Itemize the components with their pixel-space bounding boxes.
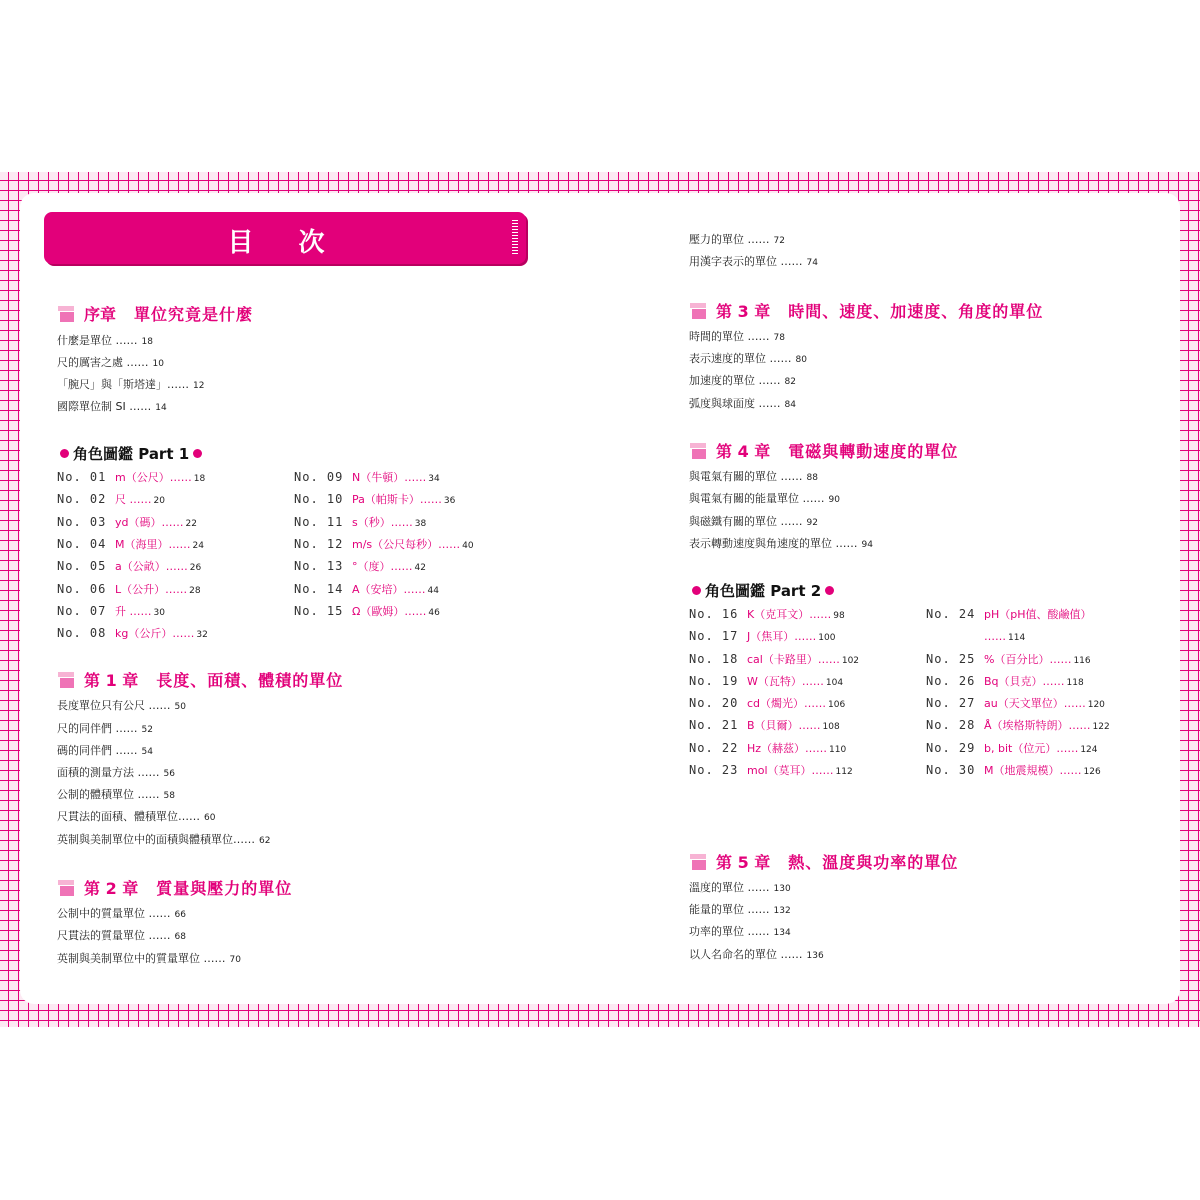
- toc-entry[interactable]: 「腕尺」與「斯塔達」…… 12: [57, 378, 205, 391]
- toc-entry[interactable]: 什麼是單位 …… 18: [57, 334, 153, 347]
- toc-entry[interactable]: 公制的體積單位 …… 58: [57, 788, 175, 801]
- toc-entry[interactable]: 功率的單位 …… 134: [689, 925, 791, 938]
- unit-entry[interactable]: No. 11 s（秒）…… 38: [294, 515, 427, 529]
- book-icon: [58, 880, 74, 896]
- toc-entry[interactable]: 與電氣有關的能量單位 …… 90: [689, 492, 840, 505]
- unit-entry[interactable]: No. 03 yd（碼）…… 22: [57, 515, 197, 529]
- unit-entry-continued[interactable]: …… 114: [984, 630, 1026, 643]
- unit-entry[interactable]: No. 29 b, bit（位元）…… 124: [926, 741, 1098, 755]
- unit-entry[interactable]: No. 13 °（度）…… 42: [294, 559, 426, 573]
- toc-entry[interactable]: 弧度與球面度 …… 84: [689, 397, 796, 410]
- book-icon: [690, 303, 706, 319]
- unit-entry[interactable]: No. 10 Pa（帕斯卡）…… 36: [294, 492, 456, 506]
- unit-entry[interactable]: No. 15 Ω（歐姆）…… 46: [294, 604, 440, 618]
- toc-entry[interactable]: 與磁鐵有關的單位 …… 92: [689, 515, 818, 528]
- chapter5-heading: 第 5 章 熱、溫度與功率的單位: [690, 850, 958, 873]
- unit-entry[interactable]: No. 16 K（克耳文）…… 98: [689, 607, 845, 621]
- chapter1-heading: 第 1 章 長度、面積、體積的單位: [58, 668, 343, 691]
- toc-entry[interactable]: 尺貫法的面積、體積單位…… 60: [57, 810, 216, 823]
- toc-entry[interactable]: 用漢字表示的單位 …… 74: [689, 255, 818, 268]
- toc-entry[interactable]: 尺貫法的質量單位 …… 68: [57, 929, 186, 942]
- unit-entry[interactable]: No. 25 %（百分比）…… 116: [926, 652, 1091, 666]
- unit-entry[interactable]: No. 28 Å（埃格斯特朗）…… 122: [926, 718, 1110, 732]
- unit-entry[interactable]: No. 08 kg（公斤）…… 32: [57, 626, 208, 640]
- toc-entry[interactable]: 長度單位只有公尺 …… 50: [57, 699, 186, 712]
- toc-entry[interactable]: 英制與美制單位中的面積與體積單位…… 62: [57, 833, 271, 846]
- part2-heading: 角色圖鑑 Part 2: [692, 580, 834, 601]
- unit-entry[interactable]: No. 20 cd（燭光）…… 106: [689, 696, 846, 710]
- chapter4-heading: 第 4 章 電磁與轉動速度的單位: [690, 439, 958, 462]
- unit-entry[interactable]: No. 06 L（公升）…… 28: [57, 582, 201, 596]
- dot-icon: [692, 586, 701, 595]
- toc-entry[interactable]: 碼的同伴們 …… 54: [57, 744, 153, 757]
- dot-icon: [193, 449, 202, 458]
- chapter3-heading: 第 3 章 時間、速度、加速度、角度的單位: [690, 299, 1043, 322]
- unit-entry[interactable]: No. 02 尺 …… 20: [57, 492, 165, 506]
- prologue-heading: 序章 單位究竟是什麼: [58, 302, 253, 325]
- unit-entry[interactable]: No. 21 B（貝爾）…… 108: [689, 718, 840, 732]
- unit-entry[interactable]: No. 27 au（天文單位）…… 120: [926, 696, 1105, 710]
- toc-entry[interactable]: 尺的厲害之處 …… 10: [57, 356, 164, 369]
- dot-icon: [825, 586, 834, 595]
- toc-entry[interactable]: 溫度的單位 …… 130: [689, 881, 791, 894]
- unit-entry[interactable]: No. 05 a（公畝）…… 26: [57, 559, 202, 573]
- toc-banner: [44, 212, 526, 264]
- toc-entry[interactable]: 加速度的單位 …… 82: [689, 374, 796, 387]
- unit-entry[interactable]: No. 17 J（焦耳）…… 100: [689, 629, 836, 643]
- unit-entry[interactable]: No. 24 pH（pH值、酸鹼值）: [926, 607, 1092, 621]
- page-title: 目 次: [227, 228, 343, 258]
- unit-entry[interactable]: No. 07 升 …… 30: [57, 604, 165, 618]
- unit-entry[interactable]: No. 09 N（牛頓）…… 34: [294, 470, 440, 484]
- unit-entry[interactable]: No. 04 M（海里）…… 24: [57, 537, 204, 551]
- toc-entry[interactable]: 公制中的質量單位 …… 66: [57, 907, 186, 920]
- toc-entry[interactable]: 英制與美制單位中的質量單位 …… 70: [57, 952, 241, 965]
- unit-entry[interactable]: No. 12 m/s（公尺每秒）…… 40: [294, 537, 474, 551]
- unit-entry[interactable]: No. 19 W（瓦特）…… 104: [689, 674, 844, 688]
- part1-heading: 角色圖鑑 Part 1: [60, 443, 202, 464]
- unit-entry[interactable]: No. 01 m（公尺）…… 18: [57, 470, 206, 484]
- book-icon: [58, 306, 74, 322]
- chapter2-heading: 第 2 章 質量與壓力的單位: [58, 876, 292, 899]
- toc-entry[interactable]: 尺的同伴們 …… 52: [57, 722, 153, 735]
- toc-entry[interactable]: 能量的單位 …… 132: [689, 903, 791, 916]
- toc-entry[interactable]: 國際單位制 SI …… 14: [57, 400, 167, 413]
- unit-entry[interactable]: No. 22 Hz（赫茲）…… 110: [689, 741, 847, 755]
- unit-entry[interactable]: No. 26 Bq（貝克）…… 118: [926, 674, 1084, 688]
- book-icon: [58, 672, 74, 688]
- unit-entry[interactable]: No. 18 cal（卡路里）…… 102: [689, 652, 860, 666]
- toc-entry[interactable]: 壓力的單位 …… 72: [689, 233, 785, 246]
- toc-entry[interactable]: 以人名命名的單位 …… 136: [689, 948, 824, 961]
- book-icon: [690, 854, 706, 870]
- toc-entry[interactable]: 表示轉動速度與角速度的單位 …… 94: [689, 537, 873, 550]
- toc-entry[interactable]: 時間的單位 …… 78: [689, 330, 785, 343]
- toc-entry[interactable]: 面積的測量方法 …… 56: [57, 766, 175, 779]
- unit-entry[interactable]: No. 23 mol（莫耳）…… 112: [689, 763, 853, 777]
- toc-entry[interactable]: 與電氣有關的單位 …… 88: [689, 470, 818, 483]
- toc-entry[interactable]: 表示速度的單位 …… 80: [689, 352, 807, 365]
- unit-entry[interactable]: No. 14 A（安培）…… 44: [294, 582, 439, 596]
- unit-entry[interactable]: No. 30 M（地震規模）…… 126: [926, 763, 1101, 777]
- book-icon: [690, 443, 706, 459]
- banner-ticks: [512, 220, 518, 256]
- dot-icon: [60, 449, 69, 458]
